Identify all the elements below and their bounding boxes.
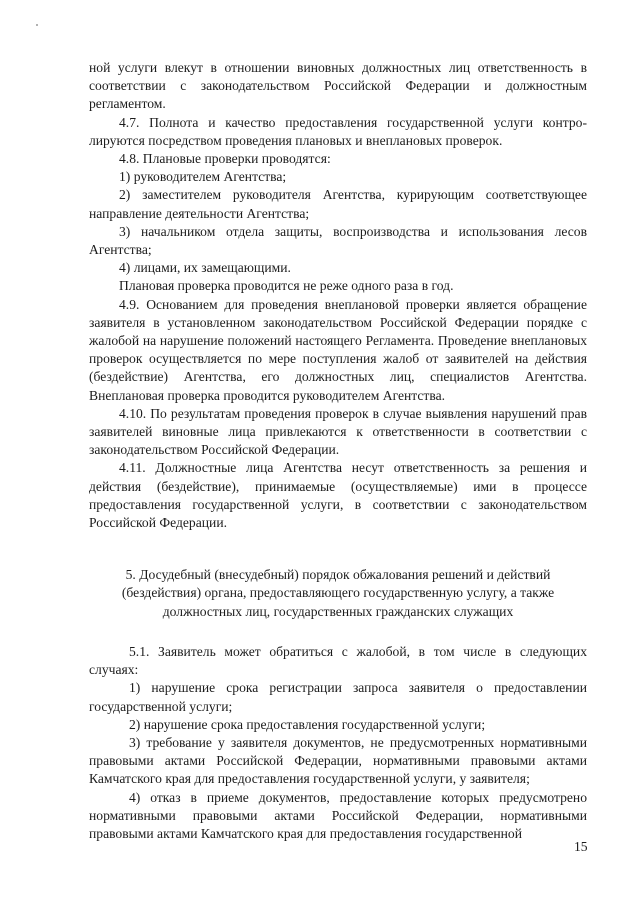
section-heading-line: должностных лиц, государственных гражданских служащих xyxy=(162,603,514,619)
body-text xyxy=(89,59,587,843)
list-item-5-1-2: 2) нарушение срока предоставления государственной услуги; xyxy=(129,716,486,732)
list-item-4-8-3: 3) начальником отдела защиты, воспроизводства и использования лесов Агентства; xyxy=(89,223,587,258)
paragraph-4-7: 4.7. Полнота и качество предоставления государственной услуги контролируются посредством проведения плановых и внеплановых проверок. xyxy=(89,114,587,148)
paragraph-4-11: 4.11. Должностные лица Агентства несут ответственность за решения и действия (бездействие), принимаемые (осуществляемые) ими в процессе предоставления государственной услуги, в соответствии с законодательством Российской Федерации. xyxy=(89,460,587,531)
section-heading-line: 5. Досудебный (внесудебный) порядок обжалования решений и действий xyxy=(125,567,551,583)
list-item-4-8-1: 1) руководителем Агентства; xyxy=(119,169,287,185)
paragraph-continuation: ной услуги влекут в отношении виновных должностных лиц ответственность в соответствии с законодательством Российской Федерации и должностным регламентом. xyxy=(89,60,587,112)
section-heading-line: (бездействия) органа, предоставляющего государственную услугу, а также xyxy=(121,585,555,601)
list-item-4-8-2: 2) заместителем руководителя Агентства, курирующим соответствующее направление деятельности Агентства; xyxy=(89,187,587,221)
paragraph-5-1: 5.1. Заявитель может обратиться с жалобой, в том числе в следующих случаях: xyxy=(89,643,587,678)
list-item-5-1-3: 3) требование у заявителя документов, не предусмотренных нормативными правовыми актами Российской Федерации, нормативными правовыми актами Камчатского края для предоставления государственной услуги, у заявителя; xyxy=(89,734,587,787)
paragraph-planned-check-frequency: Плановая проверка проводится не реже одного раза в год. xyxy=(119,278,454,294)
list-item-4-8-4: 4) лицами, их замещающими. xyxy=(119,260,291,276)
section-heading-5 xyxy=(89,566,587,621)
list-item-5-1-1: 1) нарушение срока регистрации запроса заявителя о предоставлении государственной услуги; xyxy=(89,680,587,714)
paragraph-4-8: 4.8. Плановые проверки проводятся: xyxy=(119,151,331,167)
spacer xyxy=(89,532,587,566)
paragraph-4-10: 4.10. По результатам проведения проверок в случае выявления нарушений прав заявителей виновные лица привлекаются к ответственности в соответствии с законодательством Российской Федерации. xyxy=(89,405,587,458)
list-item-5-1-4: 4) отказ в приеме документов, предоставление которых предусмотрено нормативными правовыми актами Российской Федерации, нормативными правовыми актами Камчатского края для предоставления государственной xyxy=(89,789,587,841)
page-number: 15 xyxy=(574,839,588,854)
paragraph-4-9: 4.9. Основанием для проведения внеплановой проверки является обращение заявителя в установленном законодательством Российской Федерации порядке с жалобой на нарушение положений настоящего Регламента. Проведение внеплановых проверок осуществляется по мере поступления жалоб от заявителей на действия (бездействие) Агентства, его должностных лиц, специалистов Агентства. Внеплановая проверка проводится руководителем Агентства. xyxy=(89,296,587,403)
scan-speck xyxy=(36,24,38,26)
spacer xyxy=(89,621,587,643)
